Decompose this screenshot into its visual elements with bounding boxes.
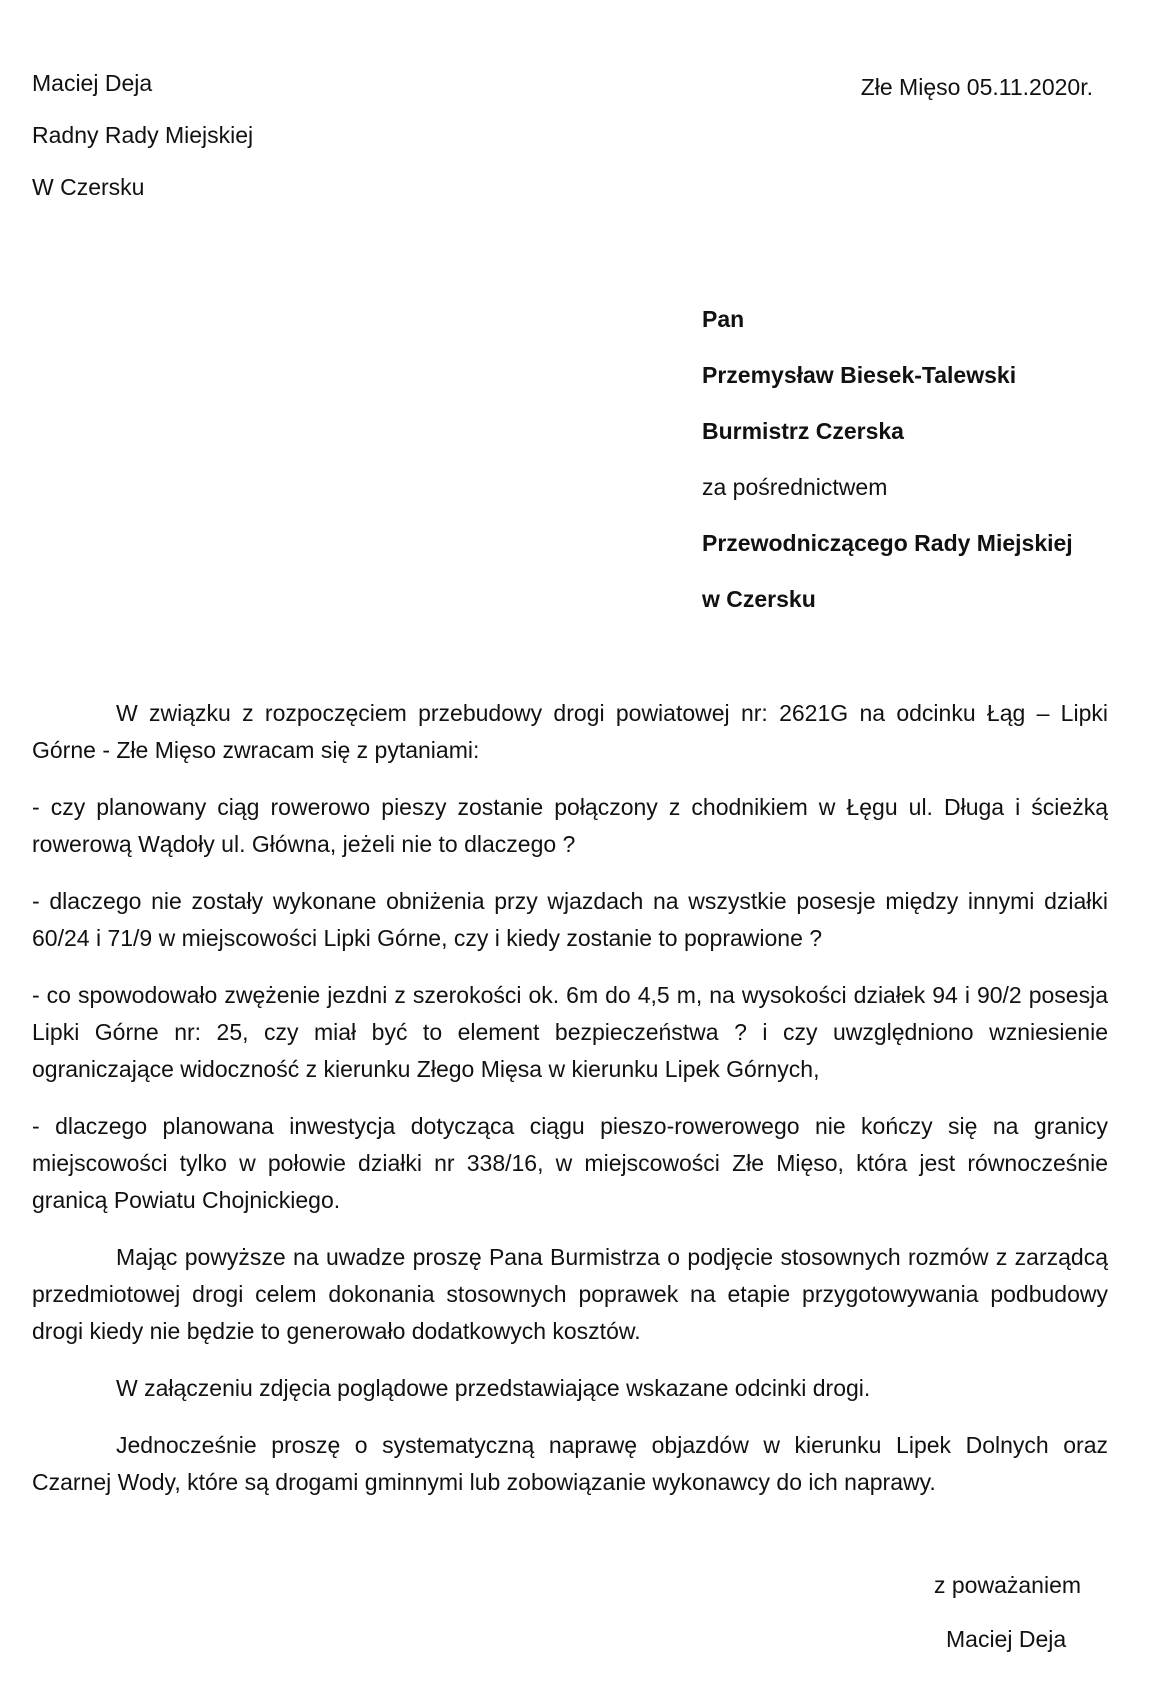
addressee-position: Burmistrz Czerska <box>702 418 904 444</box>
question-4: - dlaczego planowana inwestycja dotycząca ciągu pieszo-rowerowego nie kończy się na granicy miejscowości tylko w połowie działki nr 338/16, w miejscowości Złe Mięso, która jest równocześnie granicą Powiatu Chojnickiego. <box>32 1113 1108 1213</box>
addressee-via: za pośrednictwem <box>702 474 888 500</box>
attachment-paragraph: W załączeniu zdjęcia poglądowe przedstawiające wskazane odcinki drogi. <box>116 1375 871 1401</box>
letter-body <box>32 695 1108 1501</box>
closing-signature: Maciej Deja <box>946 1626 1067 1652</box>
sender-name: Maciej Deja <box>32 70 153 96</box>
addressee-via-name: Przewodniczącego Rady Miejskiej <box>702 530 1073 556</box>
sender-city: W Czersku <box>32 174 145 200</box>
request-paragraph: Mając powyższe na uwadze proszę Pana Burmistrza o podjęcie stosownych rozmów z zarządcą przedmiotowej drogi celem dokonania stosownych poprawek na etapie przygotowywania podbudowy drogi kiedy nie będzie to generowało dodatkowych kosztów. <box>32 1244 1108 1344</box>
question-2: - dlaczego nie zostały wykonane obniżenia przy wjazdach na wszystkie posesje między innymi działki 60/24 i 71/9 w miejscowości Lipki Górne, czy i kiedy zostanie to poprawione ? <box>32 888 1108 951</box>
question-3: - co spowodowało zwężenie jezdni z szerokości ok. 6m do 4,5 m, na wysokości działek 94 i 90/2 posesja Lipki Górne nr: 25, czy miał być to element bezpieczeństwa ? i czy uwzględniono wzniesienie ograniczające widoczność z kierunku Złego Mięsa w kierunku Lipek Górnych, <box>32 982 1108 1082</box>
sender-title: Radny Rady Miejskiej <box>32 122 254 148</box>
question-1: - czy planowany ciąg rowerowo pieszy zostanie połączony z chodnikiem w Łęgu ul. Długa i ścieżką rowerową Wądoły ul. Główna, jeżeli nie to dlaczego ? <box>32 794 1108 857</box>
intro-paragraph: W związku z rozpoczęciem przebudowy drogi powiatowej nr: 2621G na odcinku Łąg – Lipki Górne - Złe Mięso zwracam się z pytaniami: <box>32 700 1108 763</box>
letter-date: Złe Mięso 05.11.2020r. <box>860 74 1093 100</box>
closing-regards: z poważaniem <box>934 1572 1082 1598</box>
additional-paragraph: Jednocześnie proszę o systematyczną naprawę objazdów w kierunku Lipek Dolnych oraz Czarnej Wody, które są drogami gminnymi lub zobowiązanie wykonawcy do ich naprawy. <box>32 1432 1108 1495</box>
addressee-via-city: w Czersku <box>702 586 816 612</box>
addressee-name: Przemysław Biesek-Talewski <box>702 362 1017 388</box>
addressee-salutation: Pan <box>702 306 745 332</box>
